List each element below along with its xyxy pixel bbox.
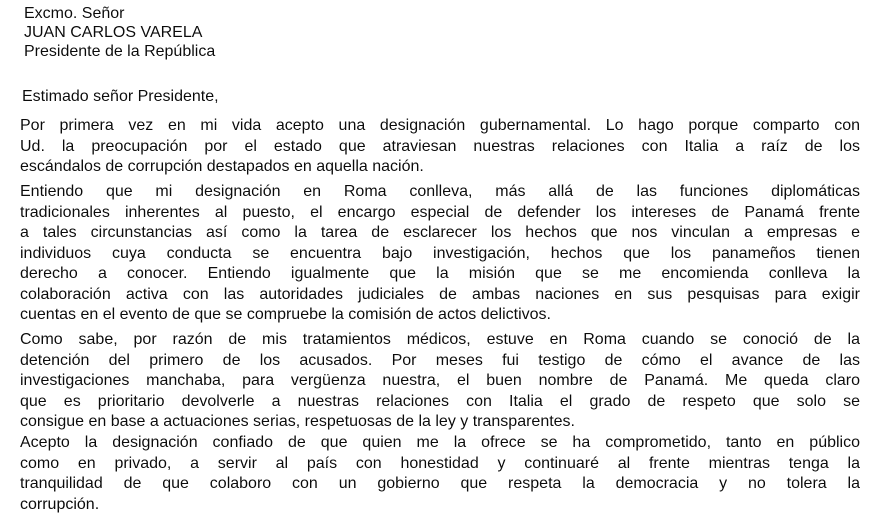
recipient-block — [24, 4, 215, 61]
paragraph-line: corrupción. — [20, 495, 860, 515]
paragraph-line: consigue en base a actuaciones serias, respetuosas de la ley y transparentes. — [20, 412, 860, 433]
paragraph-line: detención del primero de los acusados. Por meses fui testigo de cómo el avance de las — [20, 351, 860, 372]
paragraph-line: investigaciones manchaba, para vergüenza nuestra, el buen nombre de Panamá. Me queda claro — [20, 371, 860, 392]
paragraph-line: colaboración activa con las autoridades judiciales de ambas naciones en sus pesquisas para exigir — [20, 285, 860, 306]
recipient-name: JUAN CARLOS VARELA — [24, 23, 215, 42]
paragraph-line: tranquilidad de que colaboro con un gobierno que respeta la democracia y no tolera la — [20, 474, 860, 495]
paragraph-line: que es prioritario devolverle a nuestras relaciones con Italia el grado de respeto que solo se — [20, 392, 860, 413]
paragraph-line: como en privado, a servir al país con honestidad y continuaré al frente mientras tenga la — [20, 454, 860, 475]
recipient-title: Presidente de la República — [24, 42, 215, 61]
paragraph-line: a tales circunstancias así como la tarea de esclarecer los hechos que nos vinculan a empresas e — [20, 223, 860, 244]
salutation: Estimado señor Presidente, — [22, 88, 219, 106]
paragraph-line: escándalos de corrupción destapados en aquella nación. — [20, 157, 860, 178]
paragraph-1 — [20, 116, 860, 178]
paragraph-line: Ud. la preocupación por el estado que atraviesan nuestras relaciones con Italia a raíz de los — [20, 137, 860, 158]
paragraph-line: derecho a conocer. Entiendo igualmente que la misión que se me encomienda conlleva la — [20, 264, 860, 285]
paragraph-line: Por primera vez en mi vida acepto una designación gubernamental. Lo hago porque comparto con — [20, 116, 860, 137]
paragraph-4 — [20, 433, 860, 515]
recipient-honorific: Excmo. Señor — [24, 4, 215, 23]
paragraph-3 — [20, 330, 860, 433]
paragraph-line: cuentas en el evento de que se compruebe la comisión de actos delictivos. — [20, 305, 860, 326]
paragraph-line: Como sabe, por razón de mis tratamientos médicos, estuve en Roma cuando se conoció de la — [20, 330, 860, 351]
paragraph-line: Acepto la designación confiado de que quien me la ofrece se ha comprometido, tanto en público — [20, 433, 860, 454]
paragraph-line: individuos cuya conducta se encuentra bajo investigación, hechos que los panameños tienen — [20, 244, 860, 265]
paragraph-2 — [20, 182, 860, 326]
paragraph-line: Entiendo que mi designación en Roma conlleva, más allá de las funciones diplomáticas — [20, 182, 860, 203]
paragraph-line: tradicionales inherentes al puesto, el encargo especial de defender los intereses de Panamá frente — [20, 203, 860, 224]
